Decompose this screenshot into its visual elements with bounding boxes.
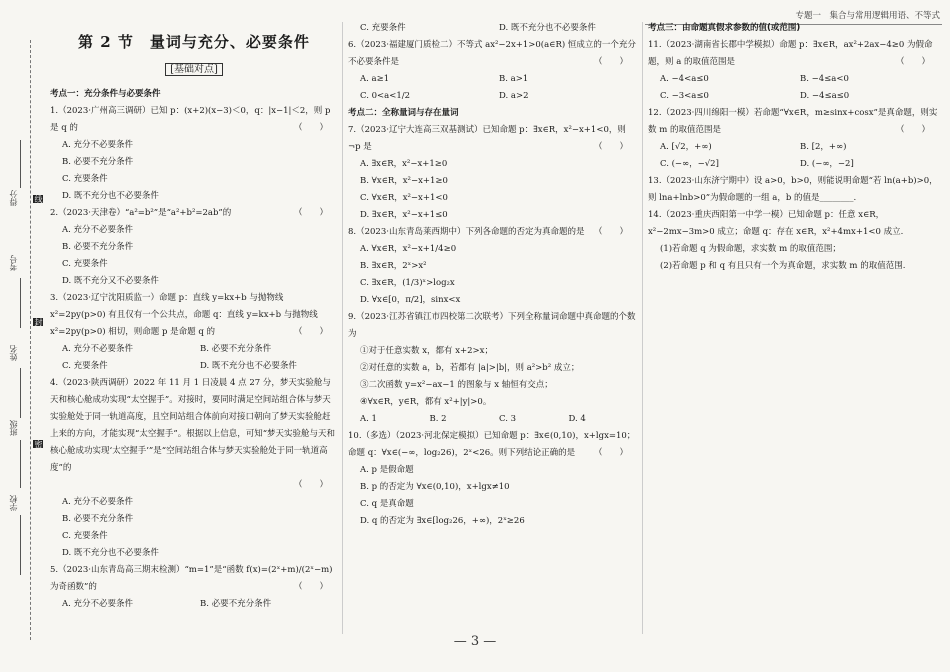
class-blank <box>20 440 21 488</box>
column-divider <box>342 22 343 634</box>
option: A. ∃x∈R，x²−x+1≥0 <box>360 159 448 169</box>
list-item: ①对于任意实数 x，都有 x+2>x； <box>360 346 493 356</box>
option: A. 充分不必要条件 <box>62 497 134 507</box>
option-row: A. 充分不必要条件 B. 必要不充分条件 <box>62 599 272 609</box>
question-5: 5.（2023·山东青岛高三期末检测）“m=1”是“函数 f(x)=(2ˣ+m)/(2ˣ−m) 为奇函数”的 （ ） <box>50 565 333 592</box>
list-item: ④∀x∈R，y∈R，都有 x²+|y|>0。 <box>360 397 492 407</box>
exam-no-blank <box>20 278 21 328</box>
question-6: 6.（2023·福建厦门质检二）不等式 ax²−2x+1>0(a∈R) 恒成立的一个充分不必要条件是 （ ） <box>348 40 636 67</box>
question-2: 2.（2023·天津卷）“a²=b²”是“a²+b²=2ab”的 （ ） <box>50 208 328 218</box>
score-blank <box>20 140 21 188</box>
option-row: C. 0<a<1/2 D. a>2 <box>360 91 529 101</box>
option: B. ∀x∈R，x²−x+1≥0 <box>360 176 448 186</box>
option: D. q 的否定为 ∃x∈[log₂26，+∞)，2ˣ≥26 <box>360 516 525 526</box>
option: C. ∀x∈R，x²−x+1<0 <box>360 193 448 203</box>
section-subtitle: [基础对点] <box>50 61 338 78</box>
option: B. 必要不充分条件 <box>62 514 134 524</box>
name-label: 姓名 <box>9 345 18 361</box>
option: A. 充分不必要条件 <box>62 225 134 235</box>
option: C. ∃x∈R，(1/3)ˣ>log₂x <box>360 278 455 288</box>
option: D. 既不充分也不必要条件 <box>62 191 159 201</box>
option-row: C. 充要条件 D. 既不充分也不必要条件 <box>360 23 596 33</box>
option: D. 既不充分也不必要条件 <box>62 548 159 558</box>
option: D. 既不充分又不必要条件 <box>62 276 159 286</box>
option: B. 必要不充分条件 <box>62 242 134 252</box>
class-label: 班级 <box>9 420 18 436</box>
option: B. ∃x∈R，2ˣ>x² <box>360 261 427 271</box>
option-row: A. −4<a≤0 B. −4≤a<0 <box>660 74 849 84</box>
name-blank <box>20 368 21 418</box>
exam-no-label: 考号 <box>9 255 18 271</box>
question-14: 14.（2023·重庆西阳第一中学一模）已知命题 p：任意 x∈R，x²−2mx−3m>0 成立；命题 q：存在 x∈R，x²+4mx+1<0 成立. <box>648 210 904 237</box>
list-item: ③二次函数 y=x²−ax−1 的图象与 x 轴恒有交点； <box>360 380 553 390</box>
option-row: C. −3<a≤0 D. −4≤a≤0 <box>660 91 850 101</box>
question-4: 4.（2023·陕西调研）2022 年 11 月 1 日凌晨 4 点 27 分，梦天实验舱与天和核心舱成功实现“太空握手”。对接时，要同时满足空间站组合体与梦天实验舱处于同一轨道高度，且空间站组合体前向对接口朝向了梦天实验舱赶上来的方向，才能实现“太空握手”。根据以上信息，可知“梦天实验舱与天和核心舱成功实现‘太空握手’”是“空间站组合体与梦天实验舱处于同一轨道高度”的 <box>50 378 336 473</box>
option-row: A. [√2，+∞) B. [2，+∞) <box>660 142 847 152</box>
topic-heading: 考点一：充分条件与必要条件 <box>50 89 161 99</box>
option: D. ∃x∈R，x²−x+1≤0 <box>360 210 448 220</box>
option: B. p 的否定为 ∀x∈(0,10)，x+lgx≠10 <box>360 482 510 492</box>
option: C. 充要条件 <box>62 174 108 184</box>
seal-mark-seal: 封 <box>34 318 43 326</box>
seal-mark-secret: 密 <box>34 440 43 448</box>
option: C. 充要条件 <box>62 259 108 269</box>
score-label: 得分 <box>9 190 18 206</box>
sub-question: (1)若命题 q 为假命题，求实数 m 的取值范围； <box>660 244 841 254</box>
question-10: 10.（多选）（2023·河北保定模拟）已知命题 p：∃x∈(0,10)，x+lgx=10；命题 q：∀x∈(−∞，log₂26)，2ˣ<26。则下列结论正确的是 （ ） <box>348 431 636 458</box>
option-row: A. 充分不必要条件 B. 必要不充分条件 <box>62 344 272 354</box>
question-3: 3.（2023·辽宁沈阳质监一）命题 p：直线 y=kx+b 与抛物线 x²=2py(p>0) 有且仅有一个公共点，命题 q：直线 y=kx+b 与抛物线 x²=2py(p>0) 相切，则命题 p 是命题 q 的 （ ） <box>50 293 328 337</box>
question-7: 7.（2023·辽宁大连高三双基测试）已知命题 p：∃x∈R，x²−x+1<0，则 ¬p 是 （ ） <box>348 125 628 152</box>
question-8: 8.（2023·山东青岛莱西期中）下列各命题的否定为真命题的是 （ ） <box>348 227 628 237</box>
option-row: A. 1 B. 2 C. 3 D. 4 <box>360 414 586 424</box>
option: C. 充要条件 <box>62 531 108 541</box>
column-2 <box>348 20 638 530</box>
question-9: 9.（2023·江苏省镇江市四校第二次联考）下列全称量词命题中真命题的个数为 <box>348 312 636 339</box>
school-label: 学校 <box>9 495 18 511</box>
page-number: — 3 — <box>453 634 497 649</box>
seal-mark-line: 线 <box>34 195 43 203</box>
option: A. 充分不必要条件 <box>62 140 134 150</box>
sub-question: (2)若命题 p 和 q 有且只有一个为真命题，求实数 m 的取值范围. <box>660 261 906 271</box>
list-item: ②对任意的实数 a，b，若都有 |a|>|b|，则 a²>b² 成立； <box>360 363 580 373</box>
option: A. ∀x∈R，x²−x+1/4≥0 <box>360 244 457 254</box>
column-divider <box>642 22 643 634</box>
option-row: C. (−∞，−√2] D. (−∞，−2] <box>660 159 854 169</box>
column-3 <box>648 20 940 275</box>
binding-margin <box>0 0 46 672</box>
topic-heading: 考点二：全称量词与存在量词 <box>348 108 459 118</box>
option: B. 必要不充分条件 <box>62 157 134 167</box>
school-blank <box>20 515 21 575</box>
question-13: 13.（2023·山东济宁期中）设 a>0，b>0，则能说明命题“若 ln(a+b)>0，则 lna+lnb>0”为假命题的一组 a，b 的值是________. <box>648 176 938 203</box>
column-1 <box>50 20 338 613</box>
option: D. ∀x∈[0，π/2]，sinx<x <box>360 295 461 305</box>
question-11: 11.（2023·湖南省长郡中学模拟）命题 p：∃x∈R，ax²+2ax−4≥0 为假命题，则 a 的取值范围是 （ ） <box>648 40 933 67</box>
answer-paren: （ ） <box>293 480 328 490</box>
section-title: 第 2 节 量词与充分、必要条件 <box>78 33 310 51</box>
running-header: 专题一 集合与常用逻辑用语、不等式 <box>795 11 940 21</box>
topic-heading: 考点三：由命题真假求参数的值(或范围) <box>648 23 801 33</box>
option-row: C. 充要条件 D. 既不充分也不必要条件 <box>62 361 297 371</box>
question-1: 1.（2023·广州高三调研）已知 p：(x+2)(x−3)＜0，q：|x−1|＜2，则 p 是 q 的 （ ） <box>50 106 331 133</box>
option: C. q 是真命题 <box>360 499 414 509</box>
question-12: 12.（2023·四川绵阳一模）若命题“∀x∈R，m≥sinx+cosx”是真命题，则实数 m 的取值范围是 （ ） <box>648 108 938 135</box>
option-row: A. a≥1 B. a>1 <box>360 74 529 84</box>
option: A. p 是假命题 <box>360 465 414 475</box>
cut-line <box>30 40 31 640</box>
